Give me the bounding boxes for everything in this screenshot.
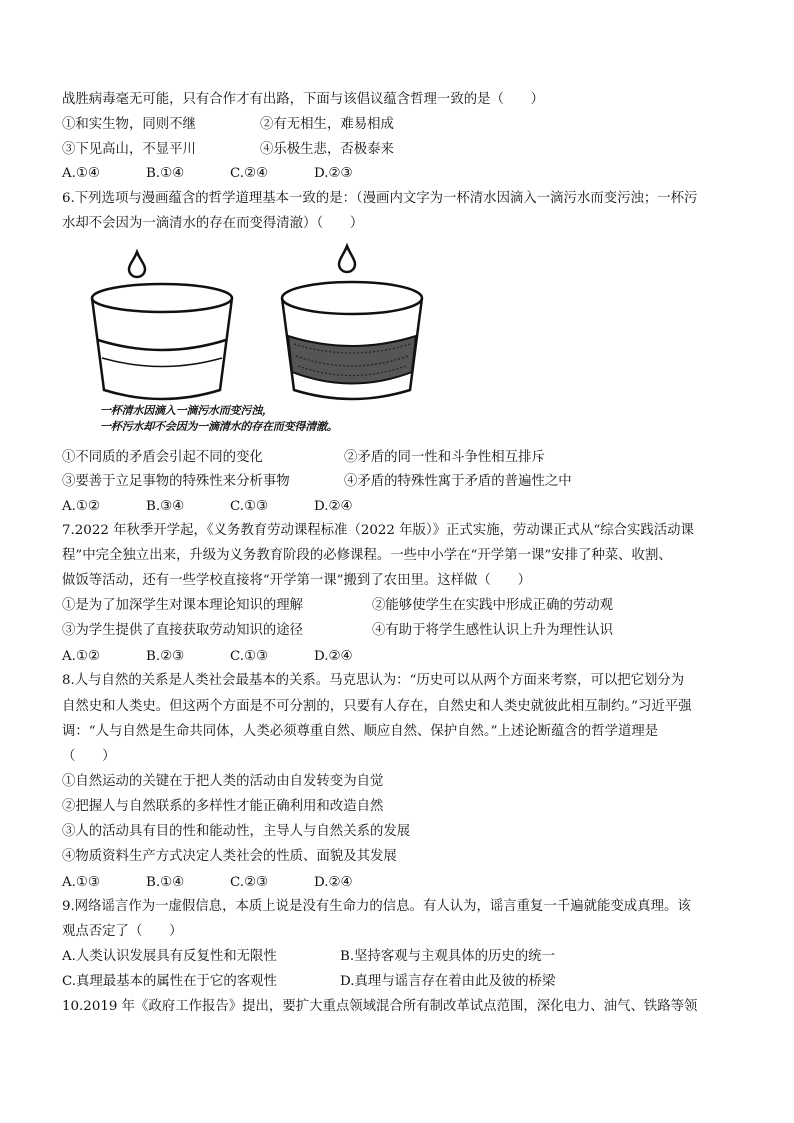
- q6-option-4: ④矛盾的特殊性寓于矛盾的普遍性之中: [344, 474, 572, 489]
- q8-choice-b: B.①④: [146, 875, 185, 890]
- q7-option-3: ③为学生提供了直接获取劳动知识的途径: [62, 623, 304, 638]
- q6-choice-b: B.③④: [146, 499, 185, 514]
- cartoon-caption-line-2: 一杯污水却不会因为一滴清水的存在而变得清澈。: [100, 420, 338, 433]
- q7-stem-line-1: 7.2022 年秋季开学起，《义务教育劳动课程标准（2022 年版）》正式实施，劳动课正式从“综合实践活动课: [62, 523, 694, 538]
- q9-option-a: A.人类认识发展具有反复性和无限性: [62, 949, 277, 964]
- q8-stem-line-1: 8.人与自然的关系是人类社会最基本的关系。马克思认为：“历史可以从两个方面来考察，可以把它划分为: [62, 673, 685, 688]
- q7-choice-b: B.②③: [146, 649, 185, 664]
- q10-stem-line-1: 10.2019 年《政府工作报告》提出，要扩大重点领域混合所有制改革试点范围，深化电力、油气、铁路等领: [62, 999, 698, 1014]
- q7-stem-line-3: 做饭等活动，还有一些学校直接将“开学第一课”搬到了农田里。这样做（ ）: [62, 573, 531, 588]
- q7-choice-a: A.①②: [62, 649, 100, 664]
- q8-option-1: ①自然运动的关键在于把人类的活动由自发转变为自觉: [62, 774, 384, 789]
- q5-option-2: ②有无相生，难易相成: [260, 117, 394, 132]
- q8-choice-a: A.①③: [62, 875, 100, 890]
- q6-option-2: ②矛盾的同一性和斗争性相互排斥: [344, 450, 545, 465]
- clean-water-drop-icon: [129, 252, 145, 277]
- dirty-water-drop-icon: [339, 246, 355, 272]
- q8-stem-line-2: 自然史和人类史。但这两个方面是不可分割的，只要有人存在，自然史和人类史就彼此相互制约。”习近平强: [62, 699, 692, 714]
- q8-stem-line-4: （ ）: [62, 749, 116, 764]
- q6-stem-line-2: 水却不会因为一滴清水的存在而变得清澈）（ ）: [62, 216, 364, 231]
- q9-option-c: C.真理最基本的属性在于它的客观性: [62, 974, 277, 989]
- q9-option-d: D.真理与谣言存在着由此及彼的桥梁: [340, 974, 556, 989]
- q8-option-4: ④物质资料生产方式决定人类社会的性质、面貌及其发展: [62, 849, 397, 864]
- q7-option-4: ④有助于将学生感性认识上升为理性认识: [372, 623, 614, 638]
- q8-option-3: ③人的活动具有目的性和能动性，主导人与自然关系的发展: [62, 824, 411, 839]
- q6-stem-line-1: 6.下列选项与漫画蕴含的哲学道理基本一致的是：（漫画内文字为一杯清水因滴入一滴污水而变污浊；一杯污: [62, 191, 698, 206]
- q8-stem-line-3: 调：“人与自然是生命共同体，人类必须尊重自然、顺应自然、保护自然。”上述论断蕴含的哲学道理是: [62, 724, 659, 739]
- q8-option-2: ②把握人与自然联系的多样性才能正确利用和改造自然: [62, 799, 384, 814]
- q6-choice-d: D.②④: [314, 499, 353, 514]
- q6-choice-c: C.①③: [230, 499, 269, 514]
- q8-choice-d: D.②④: [314, 875, 353, 890]
- q5-choice-b: B.①④: [146, 166, 185, 181]
- q7-choice-d: D.②④: [314, 649, 353, 664]
- q6-option-1: ①不同质的矛盾会引起不同的变化: [62, 450, 263, 465]
- cartoon-caption-line-1: 一杯清水因滴入一滴污水而变污浊，: [100, 404, 273, 417]
- q9-stem-line-2: 观点否定了（ ）: [62, 924, 183, 939]
- q9-stem-line-1: 9.网络谣言作为一虚假信息，本质上说是没有生命力的信息。有人认为，谣言重复一千遍就能变成真理。该: [62, 899, 691, 914]
- q7-stem-line-2: 程”中完全独立出来，升级为义务教育阶段的必修课程。一些中小学在“开学第一课”安排了种菜、收割、: [62, 548, 672, 563]
- clean-water-cup: [92, 284, 232, 399]
- q5-option-1: ①和实生物，同则不继: [62, 117, 196, 132]
- q8-choice-c: C.②③: [230, 875, 269, 890]
- q7-option-1: ①是为了加深学生对课本理论知识的理解: [62, 598, 304, 613]
- q5-choice-c: C.②④: [230, 166, 269, 181]
- q7-option-2: ②能够使学生在实践中形成正确的劳动观: [372, 598, 614, 613]
- q5-choice-a: A.①④: [62, 166, 100, 181]
- dirty-water-cup: [282, 282, 422, 399]
- q5-option-4: ④乐极生悲，否极泰来: [260, 142, 394, 157]
- q9-option-b: B.坚持客观与主观具体的历史的统一: [340, 949, 555, 964]
- q6-option-3: ③要善于立足事物的特殊性来分析事物: [62, 474, 290, 489]
- q7-choice-c: C.①③: [230, 649, 269, 664]
- q5-option-3: ③下见高山，不显平川: [62, 142, 196, 157]
- q5-choice-d: D.②③: [314, 166, 353, 181]
- q5-stem: 战胜病毒毫无可能，只有合作才有出路，下面与该倡议蕴含哲理一致的是（ ）: [62, 92, 545, 107]
- q6-choice-a: A.①②: [62, 499, 100, 514]
